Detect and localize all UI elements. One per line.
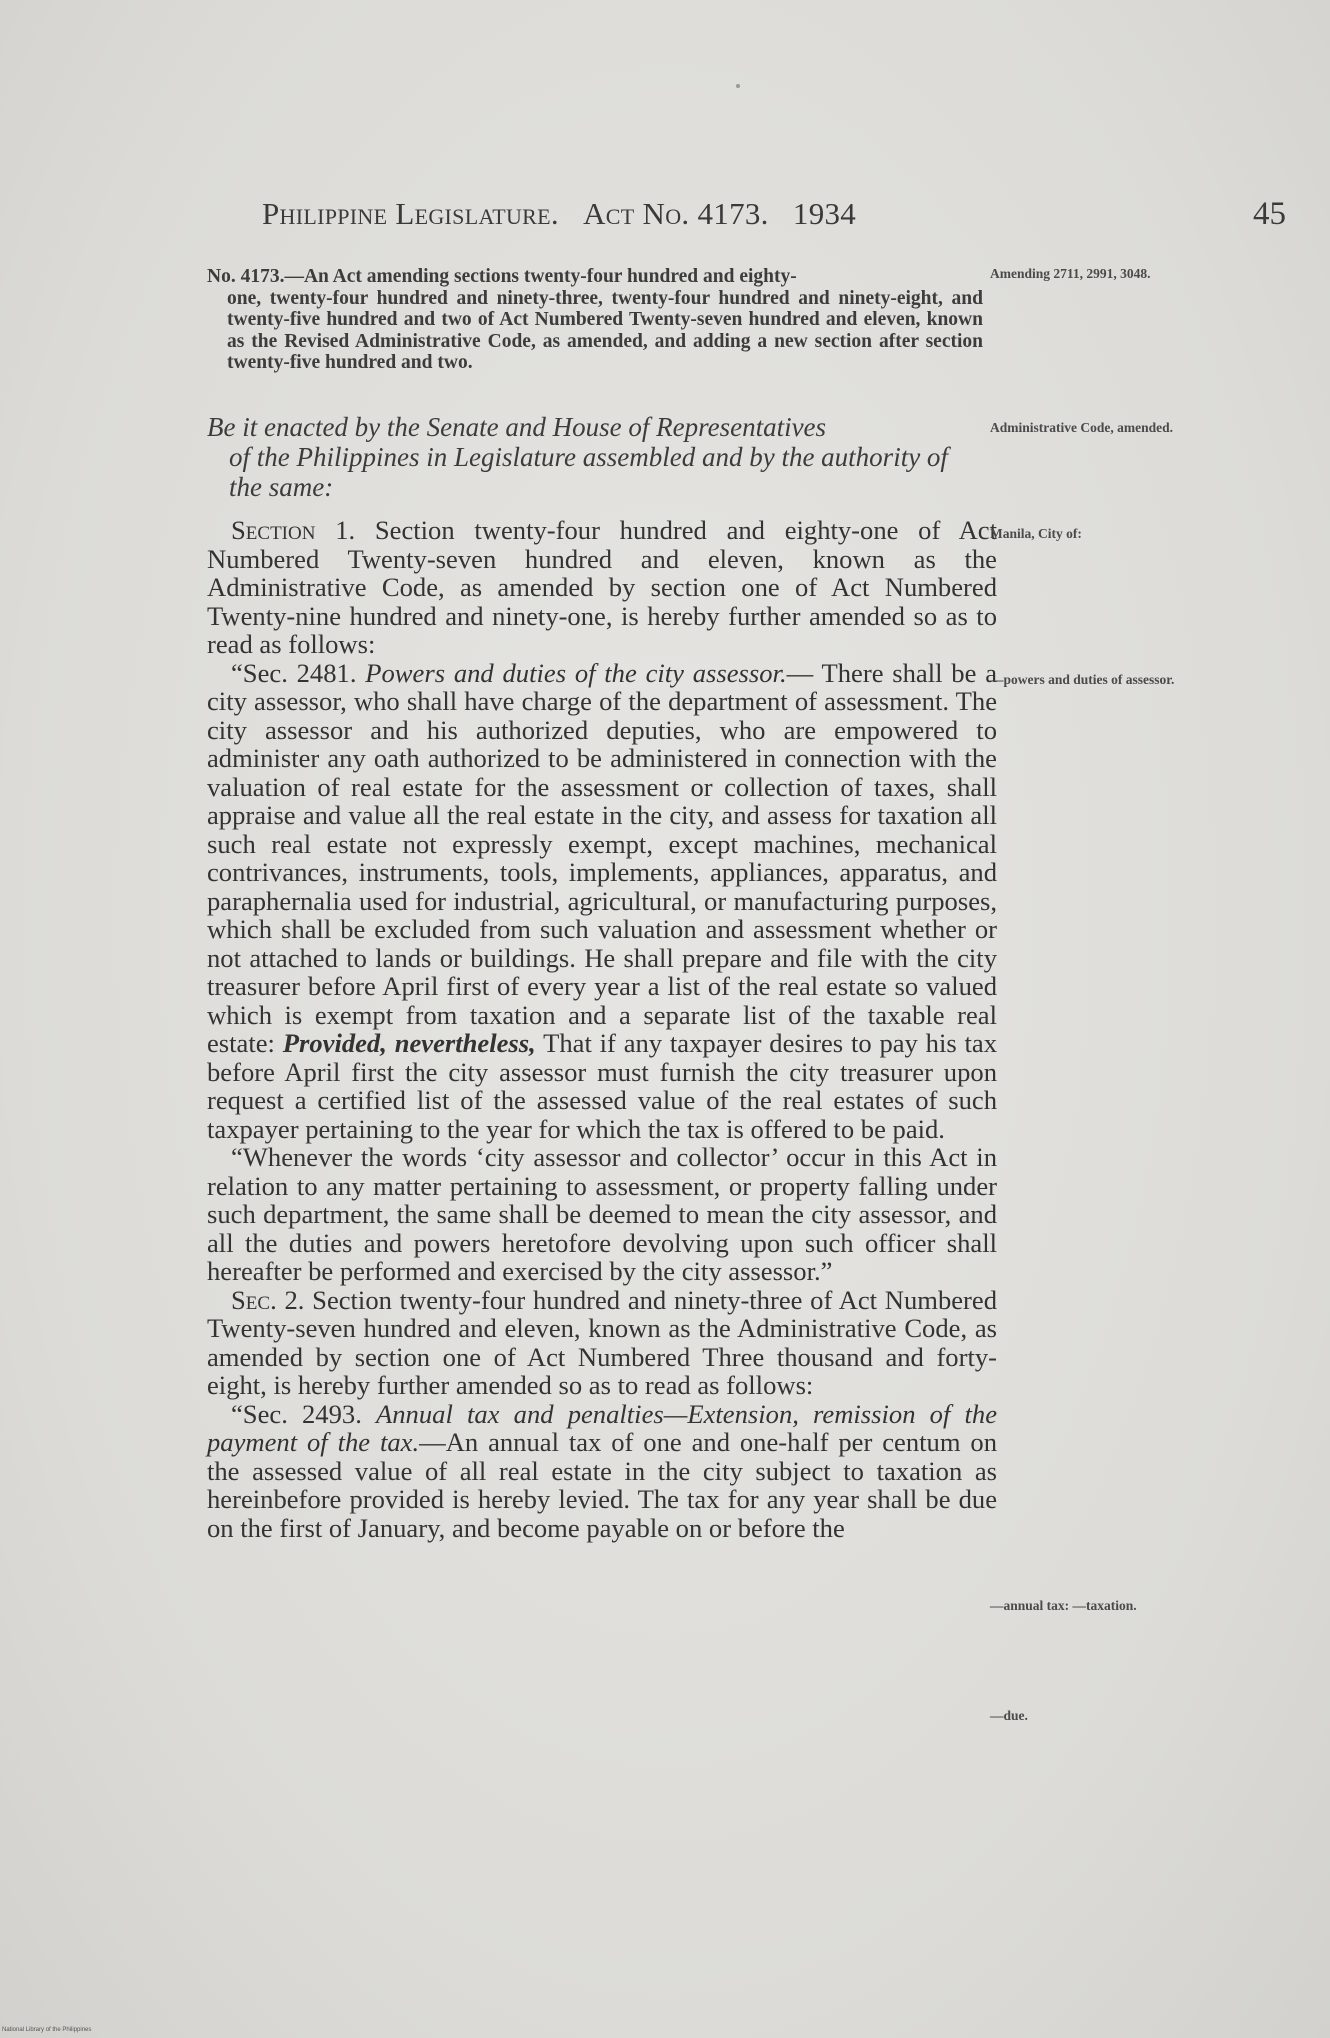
- section-2-label: Sec.: [231, 1284, 277, 1315]
- sec-2481: [207, 659, 997, 1144]
- whenever-paragraph: “Whenever the words ‘city assessor and collector’ occur in this Act in relation to any matter pertaining to assessment, or property falling under such department, the same shall be deemed to mean the city assessor, and all the duties and powers heretofore devolving upon such officer shall hereafter be performed and exercised by the city assessor.”: [207, 1142, 997, 1286]
- margin-note-annual-tax: —annual tax: —taxation.: [990, 1598, 1137, 1613]
- sec-2481-heading: Powers and duties of the city assessor.: [365, 657, 787, 688]
- enacting-clause-first: Be it enacted by the Senate and House of Representatives: [207, 412, 827, 442]
- running-header: [262, 196, 1292, 232]
- sec-2481-text-b: That if any taxpayer desires to pay his tax before April first the city assessor must furnish the city treasurer upon request a certified list of the assessed value of the real estates of such taxpayer pertaining to the year for which the tax is offered to be paid.: [207, 1028, 997, 1144]
- section-1-text: 1. Section twenty-four hundred and eighty-one of Act Numbered Twenty-seven hundred and eleven, known as the Administrative Code, as amended by section one of Act Numbered Twenty-nine hundred and ninety-one, is hereby further amended so as to read as follows:: [207, 515, 997, 659]
- sec-2493: [207, 1400, 997, 1543]
- act-title-first-line: No. 4173.—An Act amending sections twenty-four hundred and eighty-: [207, 266, 797, 287]
- sec-2493-text: —An annual tax of one and one-half per centum on the assessed value of all real estate in the city subject to taxation as hereinbefore provided is hereby levied. The tax for any year shall be due on the first of January, and become payable on or before the: [207, 1427, 997, 1543]
- enacting-clause: [207, 412, 983, 502]
- section-1-label: Section: [231, 515, 316, 545]
- scan-footer: National Library of the Philippines: [2, 2027, 92, 2033]
- sec-2493-open: “Sec. 2493.: [231, 1398, 377, 1429]
- act-body: [207, 516, 997, 1542]
- enacting-clause-rest: of the Philippines in Legislature assembled and by the authority of the same:: [229, 442, 948, 502]
- margin-note-assessor: —powers and duties of assessor.: [990, 672, 1175, 687]
- margin-note-due: —due.: [990, 1708, 1028, 1723]
- section-2: [207, 1286, 997, 1400]
- speck: [736, 84, 740, 88]
- act-title-rest: one, twenty-four hundred and ninety-three, twenty-four hundred and ninety-eight, and twenty-five hundred and two of Act Numbered Twenty-seven hundred and eleven, known as the Revised Administrative Code, as amended, and adding a new section after section twenty-five hundred and two.: [227, 287, 983, 373]
- year: 1934: [792, 196, 857, 231]
- sec-2481-open: “Sec. 2481.: [231, 657, 366, 688]
- sec-2481-proviso: Provided, nevertheless,: [282, 1028, 536, 1058]
- act-number: Act No. 4173.: [583, 196, 769, 231]
- margin-note-amending: Amending 2711, 2991, 3048.: [990, 266, 1151, 281]
- section-2-text: 2. Section twenty-four hundred and ninety-three of Act Numbered Twenty-seven hundred and eleven, known as the Administrative Code, as amended by section one of Act Numbered Three thousand and forty-eight, is hereby further amended so as to read as follows:: [207, 1284, 997, 1400]
- section-1: [207, 516, 997, 659]
- sec-2481-text-a: — There shall be a city assessor, who shall have charge of the department of assessment. The city assessor and his authorized deputies, who are empowered to administer any oath authorized to be administered in connection with the valuation of real estate for the assessment or collection of taxes, shall appraise and value all the real estate in the city, and assess for taxation all such real estate not expressly exempt, except machines, mechanical contrivances, instruments, tools, implements, appliances, apparatus, and paraphernalia used for industrial, agricultural, or manufacturing purposes, which shall be excluded from such valuation and assessment whether or not attached to lands or buildings. He shall prepare and file with the city treasurer before April first of every year a list of the real estate so valued which is exempt from taxation and a separate list of the taxable real estate:: [207, 657, 997, 1058]
- margin-note-manila: Manila, City of:: [990, 526, 1082, 541]
- running-title: Philippine Legislature.: [262, 196, 559, 231]
- margin-note-admin-code: Administrative Code, amended.: [990, 420, 1173, 435]
- act-title: [207, 266, 983, 374]
- sec-2493-heading: Annual tax and penalties—Extension, remission of the payment of the tax.: [207, 1398, 997, 1457]
- page-number: 45: [1253, 196, 1286, 232]
